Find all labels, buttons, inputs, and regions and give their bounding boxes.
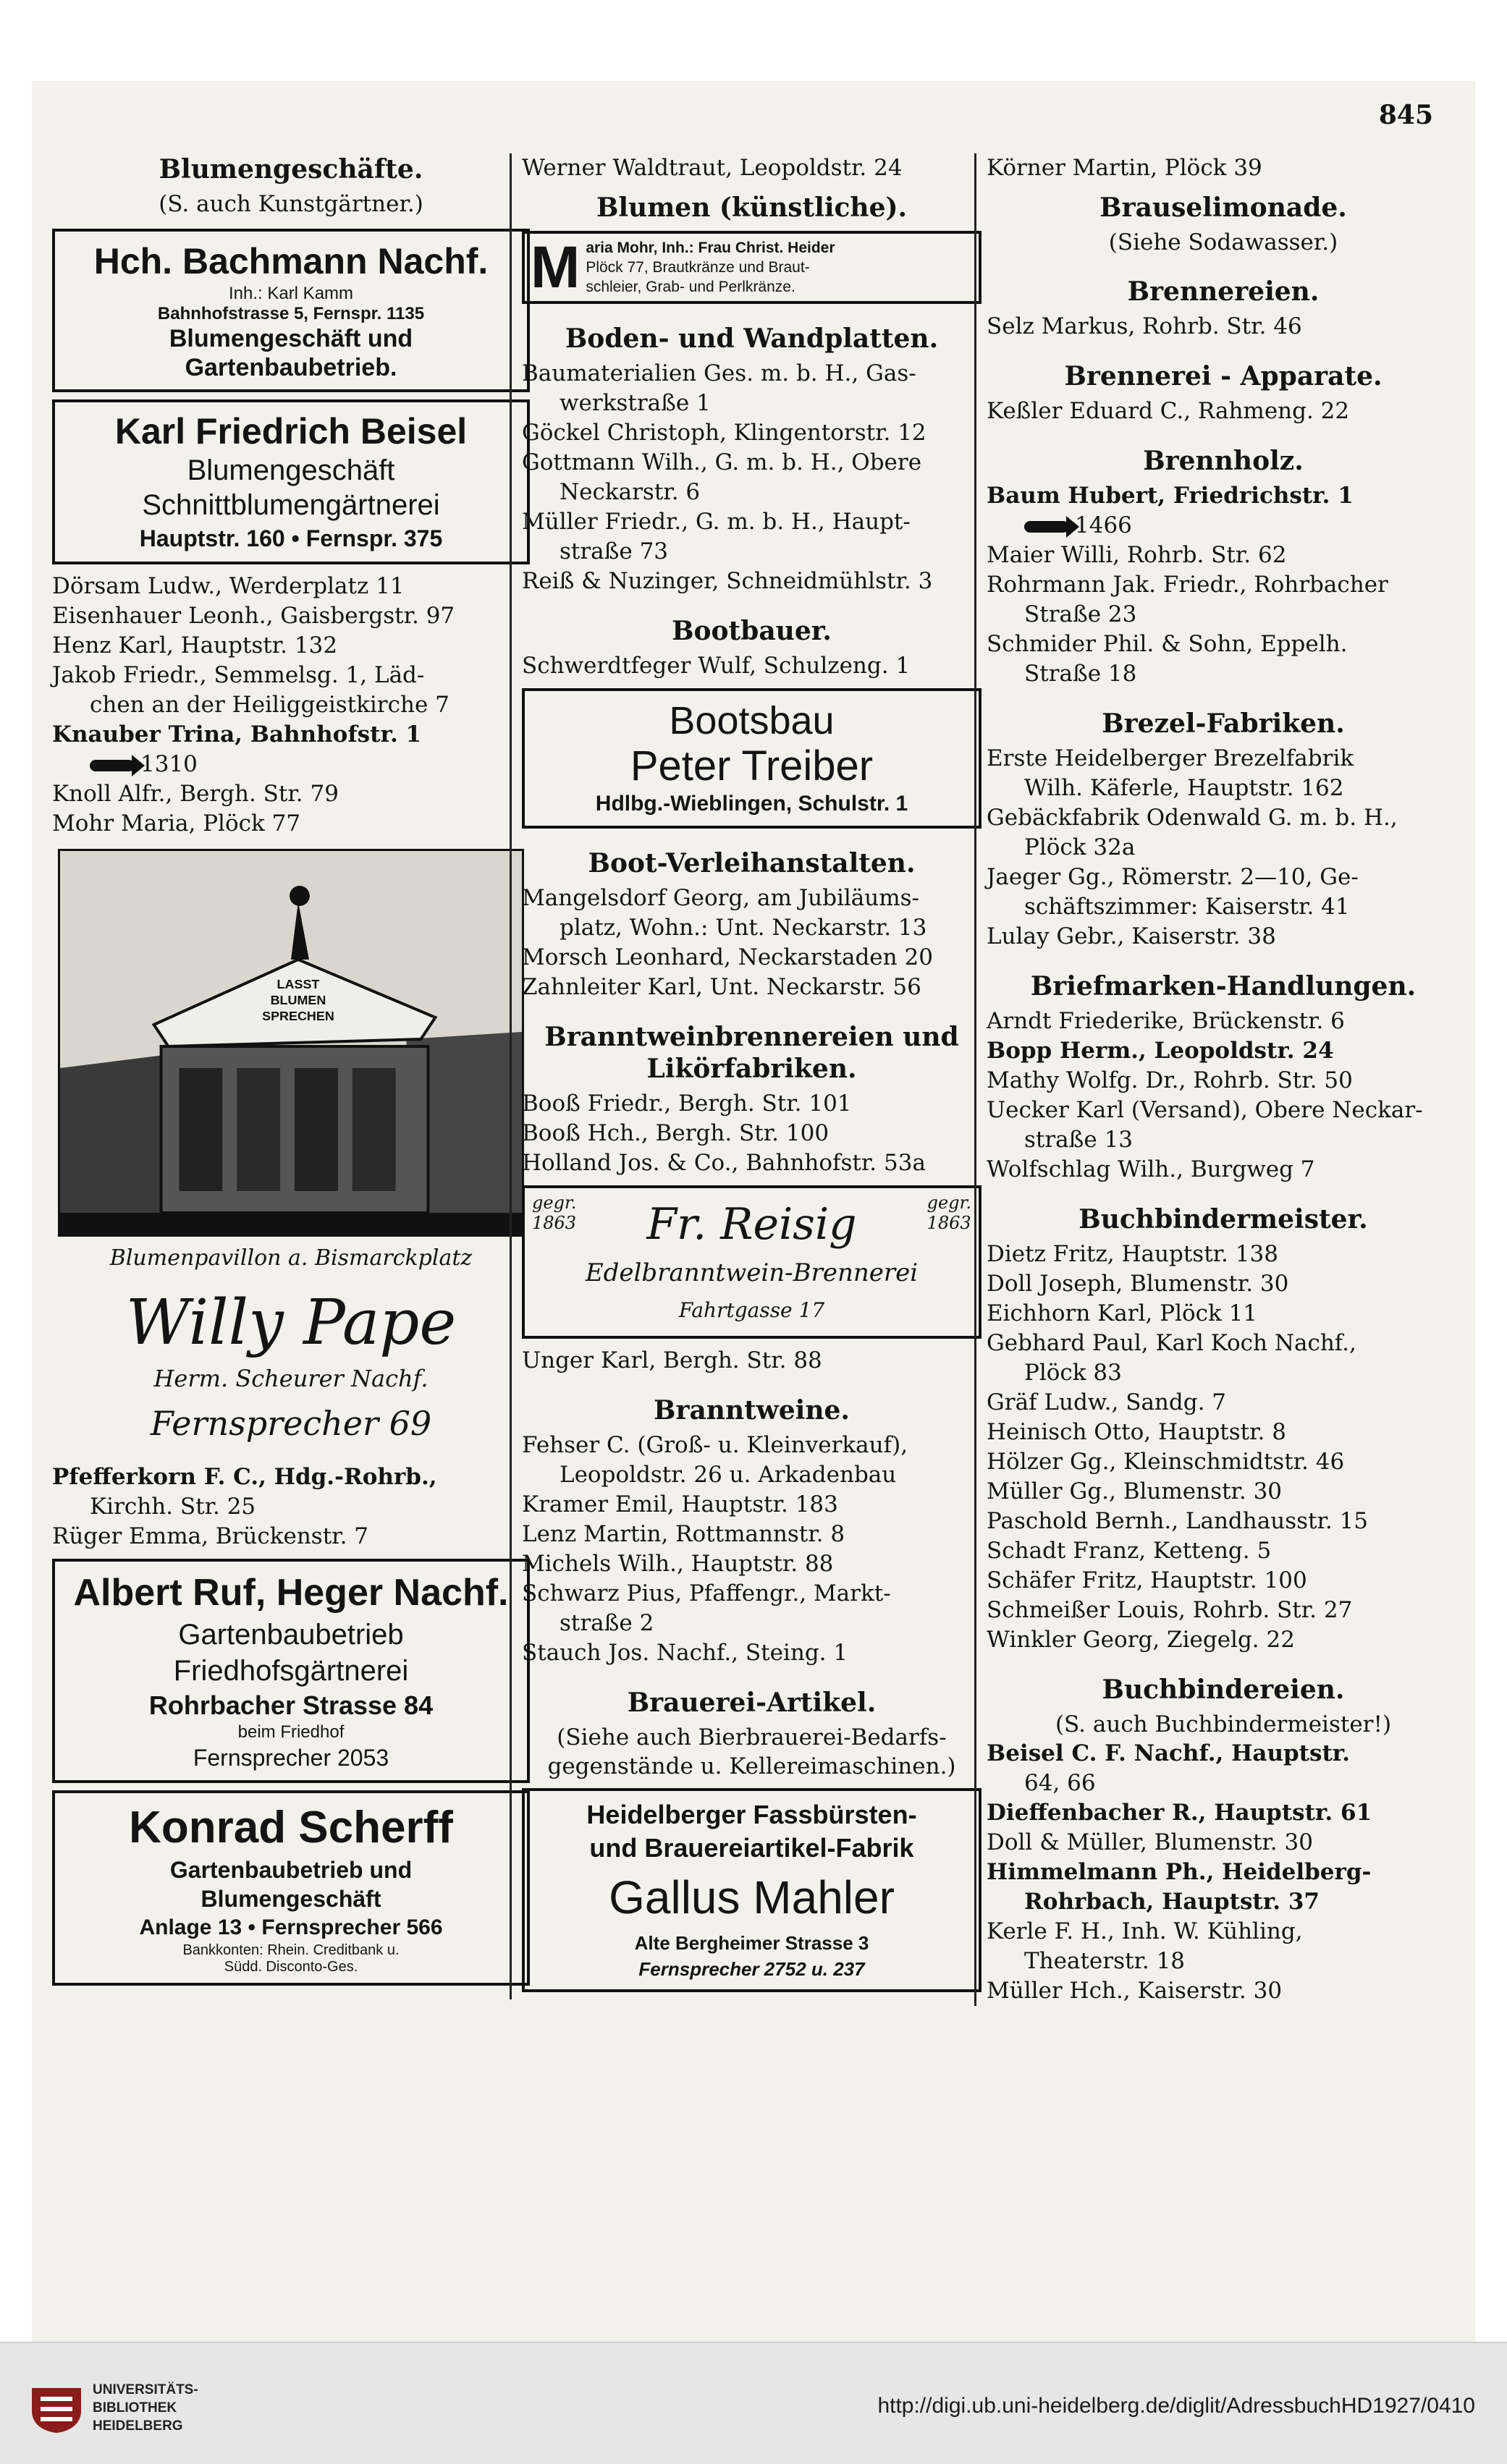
directory-entry: Michels Wilh., Hauptstr. 88 <box>522 1551 834 1577</box>
directory-entry: Mohr Maria, Plöck 77 <box>52 810 301 837</box>
directory-entry: Werner Waldtraut, Leopoldstr. 24 <box>522 155 903 181</box>
ad-scherff-address: Anlage 13 • Fernsprecher 566 <box>139 1915 443 1939</box>
directory-entry: Booß Hch., Bergh. Str. 100 <box>522 1120 830 1146</box>
ad-beisel-address: Hauptstr. 160 • Fernspr. 375 <box>139 525 443 551</box>
heading-buchbindermeister: Buchbindermeister. <box>1078 1204 1368 1235</box>
ad-treiber-address: Hdlbg.-Wieblingen, Schulstr. 1 <box>595 792 908 816</box>
directory-entry: Reiß & Nuzinger, Schneidmühlstr. 3 <box>522 568 933 594</box>
directory-entry-continuation: straße 2 <box>560 1610 654 1636</box>
ad-treiber <box>522 688 982 829</box>
ad-ruf-line2: Friedhofsgärtnerei <box>173 1655 409 1687</box>
heading-brennereien: Brennereien. <box>1127 276 1320 307</box>
heading-brezel-fabriken: Brezel-Fabriken. <box>1102 708 1345 739</box>
ad-mohr-line3: schleier, Grab- und Perlkränze. <box>586 279 795 295</box>
directory-entry: Uecker Karl (Versand), Obere Neckar- <box>987 1097 1423 1123</box>
ad-mohr <box>522 231 982 304</box>
pape-phone: Fernsprecher 69 <box>150 1404 432 1443</box>
ad-mohr-initial: M <box>531 234 581 300</box>
ad-mahler <box>522 1788 982 1992</box>
ad-scherff <box>52 1790 530 1986</box>
ad-mohr-line1: aria Mohr, Inh.: Frau Christ. Heider <box>586 240 835 256</box>
heading-note: (Siehe auch Bierbrauerei-Bedarfs- <box>557 1724 947 1750</box>
directory-entry-bold: Dieffenbacher R., Hauptstr. 61 <box>987 1800 1372 1826</box>
ad-treiber-line1: Bootsbau <box>669 699 835 742</box>
directory-entry-continuation: Leopoldstr. 26 u. Arkadenbau <box>560 1462 897 1488</box>
directory-entry-continuation: chen an der Heiliggeistkirche 7 <box>90 692 449 718</box>
directory-entry: Heinisch Otto, Hauptstr. 8 <box>987 1419 1286 1445</box>
ad-mahler-address: Alte Bergheimer Strasse 3 <box>634 1932 869 1954</box>
heading-buchbindereien: Buchbindereien. <box>1102 1675 1345 1705</box>
directory-entry: Booß Friedr., Bergh. Str. 101 <box>522 1091 852 1117</box>
directory-entry-bold: Knauber Trina, Bahnhofstr. 1 <box>52 721 422 748</box>
directory-entry: Stauch Jos. Nachf., Steing. 1 <box>522 1640 848 1666</box>
ad-bachmann <box>52 229 530 392</box>
ad-reisig-gegr: gegr. <box>532 1193 577 1213</box>
heading-boden-wandplatten: Boden- und Wandplatten. <box>565 323 939 354</box>
sign-word: LASST <box>277 976 320 992</box>
telephone-key-icon <box>1024 521 1069 533</box>
ad-reisig-year: 1863 <box>532 1213 577 1233</box>
pape-owner: Herm. Scheurer Nachf. <box>153 1365 429 1392</box>
directory-entry: Lenz Martin, Rottmannstr. 8 <box>522 1521 845 1547</box>
page-number: 845 <box>1378 100 1433 130</box>
sign-word: BLUMEN <box>270 992 326 1008</box>
sign-word: SPRECHEN <box>262 1008 334 1024</box>
ad-ruf-line1: Gartenbaubetrieb <box>178 1619 404 1651</box>
telephone-line <box>987 511 1460 541</box>
heading-note: gegenstände u. Kellereimaschinen.) <box>547 1753 956 1779</box>
viewer-footer <box>0 2342 1507 2464</box>
ad-reisig-line1: Edelbranntwein-Brennerei <box>585 1258 919 1287</box>
directory-entry: Erste Heidelberger Brezelfabrik <box>987 745 1354 771</box>
ad-beisel-line1: Blumengeschäft <box>187 454 395 486</box>
ad-beisel <box>52 399 530 564</box>
directory-entry: Schmeißer Louis, Rohrb. Str. 27 <box>987 1597 1353 1623</box>
directory-entry: Henz Karl, Hauptstr. 132 <box>52 632 338 659</box>
heading-brennerei-apparate: Brennerei - Apparate. <box>1064 361 1383 391</box>
telephone-key-icon <box>90 760 135 771</box>
directory-entry: Gräf Ludw., Sandg. 7 <box>987 1389 1227 1415</box>
ad-scherff-line2: Blumengeschäft <box>200 1886 381 1912</box>
directory-entry-continuation: platz, Wohn.: Unt. Neckarstr. 13 <box>560 915 927 941</box>
directory-entry-continuation: Theaterstr. 18 <box>1024 1948 1186 1974</box>
directory-entry: Doll Joseph, Blumenstr. 30 <box>987 1271 1289 1297</box>
ad-reisig-gegr: gegr. <box>926 1193 971 1213</box>
directory-entry: Arndt Friederike, Brückenstr. 6 <box>987 1008 1345 1034</box>
pavilion-caption: Blumenpavillon a. Bismarckplatz <box>109 1245 473 1271</box>
directory-entry: Morsch Leonhard, Neckarstaden 20 <box>522 944 933 970</box>
directory-entry: Schwarz Pius, Pfaffengr., Markt- <box>522 1580 891 1606</box>
directory-entry-bold: Bopp Herm., Leopoldstr. 24 <box>987 1038 1334 1064</box>
heading-note: (Siehe Sodawasser.) <box>1108 229 1338 255</box>
ad-reisig-year: 1863 <box>926 1213 971 1233</box>
library-seal-icon <box>28 2384 85 2434</box>
heading-briefmarken: Briefmarken-Handlungen. <box>1030 971 1417 1002</box>
ad-mahler-line2: und Brauereiartikel-Fabrik <box>589 1833 914 1863</box>
heading-blumengeschaefte: Blumengeschäfte. <box>159 154 423 185</box>
directory-entry-bold: Beisel C. F. Nachf., Hauptstr. <box>987 1740 1351 1766</box>
column-1 <box>52 153 530 1993</box>
pape-name: Willy Pape <box>125 1287 457 1359</box>
directory-entry: Schwerdtfeger Wulf, Schulzeng. 1 <box>522 653 911 679</box>
heading-likoerfabriken: Likörfabriken. <box>646 1054 857 1084</box>
directory-entry: Hölzer Gg., Kleinschmidtstr. 46 <box>987 1449 1345 1475</box>
directory-entry: Müller Gg., Blumenstr. 30 <box>987 1478 1283 1504</box>
ad-scherff-bank1: Bankkonten: Rhein. Creditbank u. <box>182 1942 400 1958</box>
ad-bachmann-line1: Blumengeschäft und <box>169 325 413 352</box>
directory-entry: Dietz Fritz, Hauptstr. 138 <box>987 1241 1278 1267</box>
directory-entry-continuation: 64, 66 <box>1024 1770 1096 1796</box>
ad-beisel-name: Karl Friedrich Beisel <box>114 411 468 452</box>
directory-entry: Lulay Gebr., Kaiserstr. 38 <box>987 923 1276 949</box>
directory-entry: Schadt Franz, Ketteng. 5 <box>987 1538 1272 1564</box>
heading-branntweine: Branntweine. <box>654 1395 850 1426</box>
ad-scherff-line1: Gartenbaubetrieb und <box>169 1857 413 1883</box>
scanned-page <box>32 81 1475 2342</box>
ad-ruf-address: Rohrbacher Strasse 84 <box>148 1690 434 1720</box>
heading-blumen-kuenstliche: Blumen (künstliche). <box>596 192 908 223</box>
library-logo-line: HEIDELBERG <box>93 2418 183 2434</box>
directory-entry-continuation: Plöck 83 <box>1024 1360 1122 1386</box>
directory-entry: Kramer Emil, Hauptstr. 183 <box>522 1491 838 1517</box>
library-logo <box>29 2381 198 2435</box>
directory-entry: Wolfschlag Wilh., Burgweg 7 <box>987 1156 1315 1182</box>
directory-entry: Winkler Georg, Ziegelg. 22 <box>987 1627 1295 1653</box>
ad-scherff-bank2: Südd. Disconto-Ges. <box>224 1959 358 1975</box>
ad-reisig <box>522 1185 982 1339</box>
heading-brauselimonade: Brauselimonade. <box>1099 192 1347 223</box>
ad-mahler-phone: Fernsprecher 2752 u. 237 <box>638 1958 865 1980</box>
library-logo-line: UNIVERSITÄTS- <box>93 2382 198 2397</box>
directory-entry: Dörsam Ludw., Werderplatz 11 <box>52 573 405 599</box>
pavilion-drawing <box>60 851 522 1235</box>
directory-entry-continuation: schäftszimmer: Kaiserstr. 41 <box>1024 894 1350 920</box>
directory-entry: Keßler Eduard C., Rahmeng. 22 <box>987 398 1350 424</box>
library-logo-line: BIBLIOTHEK <box>93 2400 177 2416</box>
directory-entry: Eisenhauer Leonh., Gaisbergstr. 97 <box>52 603 455 629</box>
directory-entry: Schäfer Fritz, Hauptstr. 100 <box>987 1567 1307 1593</box>
directory-entry: Rohrmann Jak. Friedr., Rohrbacher <box>987 572 1388 598</box>
heading-boot-verleih: Boot-Verleihanstalten. <box>588 848 916 879</box>
ad-mahler-line1: Heidelberger Fassbürsten- <box>586 1800 917 1829</box>
directory-entry-continuation: Straße 23 <box>1024 601 1137 627</box>
ad-ruf <box>52 1559 530 1783</box>
ad-ruf-name: Albert Ruf, Heger Nachf. <box>73 1572 509 1614</box>
directory-entry: Gebhard Paul, Karl Koch Nachf., <box>987 1330 1356 1356</box>
directory-entry-continuation: Plöck 32a <box>1024 834 1136 860</box>
directory-entry: Eichhorn Karl, Plöck 11 <box>987 1300 1258 1326</box>
directory-entry: Rüger Emma, Brückenstr. 7 <box>52 1523 369 1549</box>
ad-reisig-name: Fr. Reisig <box>646 1199 857 1250</box>
directory-entry: Mathy Wolfg. Dr., Rohrb. Str. 50 <box>987 1067 1353 1093</box>
directory-entry: Jakob Friedr., Semmelsg. 1, Läd- <box>52 662 425 688</box>
ad-beisel-line2: Schnittblumengärtnerei <box>142 489 440 521</box>
ad-bachmann-line2: Gartenbaubetrieb. <box>185 354 397 381</box>
ad-scherff-name: Konrad Scherff <box>129 1803 453 1853</box>
directory-entry: Schmider Phil. & Sohn, Eppelh. <box>987 631 1348 657</box>
ad-bachmann-owner: Inh.: Karl Kamm <box>228 284 354 303</box>
ad-bachmann-address: Bahnhofstrasse 5, Fernspr. 1135 <box>157 304 425 323</box>
heading-branntweinbrennereien: Branntweinbrennereien und <box>544 1022 959 1052</box>
heading-bootbauer: Bootbauer. <box>672 616 832 646</box>
directory-entry: Unger Karl, Bergh. Str. 88 <box>522 1347 822 1373</box>
pavilion-illustration <box>58 849 524 1237</box>
directory-entry: Baumaterialien Ges. m. b. H., Gas- <box>522 360 916 386</box>
directory-entry-bold: Himmelmann Ph., Heidelberg- <box>987 1859 1372 1885</box>
heading-brauerei-artikel: Brauerei-Artikel. <box>627 1688 877 1718</box>
heading-note: (S. auch Kunstgärtner.) <box>159 191 423 217</box>
ad-reisig-address: Fahrtgasse 17 <box>678 1298 825 1322</box>
directory-entry-bold: Baum Hubert, Friedrichstr. 1 <box>987 483 1354 509</box>
directory-entry: Göckel Christoph, Klingentorstr. 12 <box>522 420 926 446</box>
telephone-number: 1466 <box>1075 512 1132 538</box>
directory-entry: Maier Willi, Rohrb. Str. 62 <box>987 542 1287 568</box>
source-url-link[interactable]: http://digi.ub.uni-heidelberg.de/diglit/AdressbuchHD1927/0410 <box>877 2394 1475 2418</box>
directory-entry: Doll & Müller, Blumenstr. 30 <box>987 1829 1313 1855</box>
directory-entry: Kerle F. H., Inh. W. Kühling, <box>987 1918 1303 1944</box>
directory-entry: Müller Hch., Kaiserstr. 30 <box>987 1978 1283 2004</box>
directory-entry-continuation: Kirchh. Str. 25 <box>90 1494 256 1520</box>
directory-entry-continuation: Rohrbach, Hauptstr. 37 <box>1024 1889 1320 1915</box>
directory-entry: Jaeger Gg., Römerstr. 2—10, Ge- <box>987 864 1359 890</box>
ad-mohr-line2: Plöck 77, Brautkränze und Braut- <box>586 259 810 276</box>
directory-entry: Holland Jos. & Co., Bahnhofstr. 53a <box>522 1150 926 1176</box>
column-3 <box>974 153 1460 2006</box>
directory-entry-continuation: Straße 18 <box>1024 661 1137 687</box>
directory-entry-continuation: Neckarstr. 6 <box>560 479 701 505</box>
directory-entry: Fehser C. (Groß- u. Kleinverkauf), <box>522 1432 908 1458</box>
directory-entry-continuation: straße 13 <box>1024 1127 1134 1153</box>
directory-entry: Körner Martin, Plöck 39 <box>987 155 1262 181</box>
heading-brennholz: Brennholz. <box>1143 446 1304 476</box>
directory-entry: Gottmann Wilh., G. m. b. H., Obere <box>522 449 922 475</box>
directory-entry: Zahnleiter Karl, Unt. Neckarstr. 56 <box>522 974 921 1000</box>
ad-bachmann-name: Hch. Bachmann Nachf. <box>93 241 489 281</box>
column-2 <box>510 153 982 1999</box>
directory-entry: Gebäckfabrik Odenwald G. m. b. H., <box>987 805 1398 831</box>
heading-note: (S. auch Buchbindermeister!) <box>1055 1711 1392 1737</box>
ad-ruf-phone: Fernsprecher 2053 <box>193 1745 389 1771</box>
directory-entry: Müller Friedr., G. m. b. H., Haupt- <box>522 509 911 535</box>
directory-entry-continuation: straße 73 <box>560 538 669 564</box>
directory-entry: Mangelsdorf Georg, am Jubiläums- <box>522 885 920 911</box>
ad-mahler-name: Gallus Mahler <box>609 1871 895 1923</box>
directory-entry-continuation: werkstraße 1 <box>560 390 711 416</box>
telephone-line <box>52 750 530 779</box>
ad-treiber-name: Peter Treiber <box>630 742 874 789</box>
directory-entry-continuation: Wilh. Käferle, Hauptstr. 162 <box>1024 775 1344 801</box>
telephone-number: 1310 <box>140 751 198 777</box>
directory-entry: Selz Markus, Rohrb. Str. 46 <box>987 313 1302 339</box>
directory-entry: Paschold Bernh., Landhausstr. 15 <box>987 1508 1369 1534</box>
directory-entry: Knoll Alfr., Bergh. Str. 79 <box>52 781 339 807</box>
directory-entry-bold: Pfefferkorn F. C., Hdg.-Rohrb., <box>52 1464 437 1490</box>
ad-ruf-address2: beim Friedhof <box>237 1722 345 1742</box>
